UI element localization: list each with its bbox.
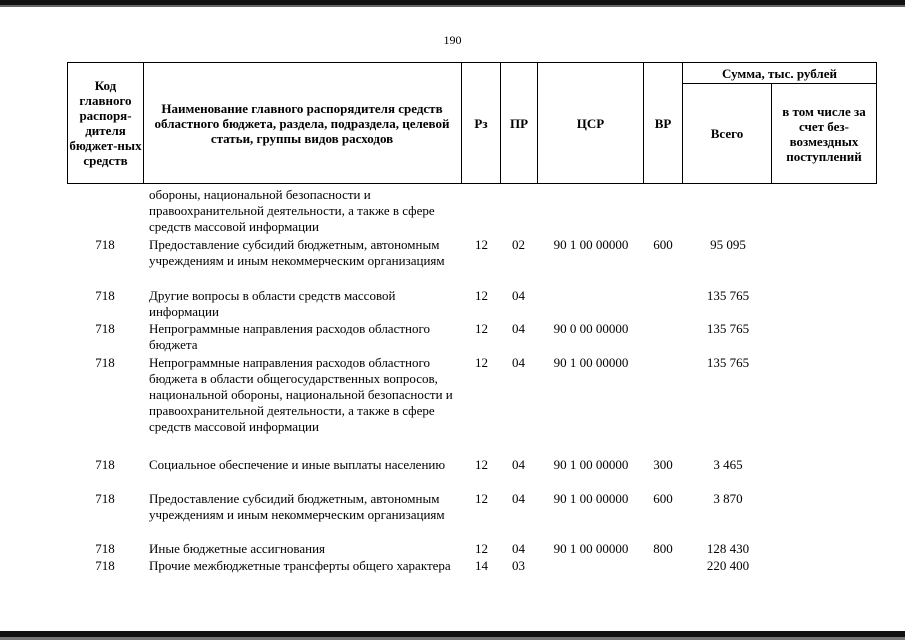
cell-pr: 04: [512, 321, 525, 336]
cell-total: 135 765: [706, 321, 750, 336]
cell-name: Иные бюджетные ассигнования: [149, 541, 326, 556]
cell-total: 128 430: [706, 541, 750, 556]
cell-csr: 90 0 00 00000: [553, 321, 629, 336]
cell-code: 718: [95, 558, 115, 573]
cell-code: 718: [95, 288, 115, 303]
cell-vr: 600: [653, 237, 673, 252]
cell-name: Непрограммные направления расходов областного бюджета: [149, 321, 430, 352]
cell-code: 718: [95, 237, 115, 252]
cell-vr: 300: [653, 457, 673, 472]
header-csr: ЦСР: [576, 115, 605, 131]
cell-csr: 90 1 00 00000: [553, 237, 629, 252]
cell-total: 3 870: [713, 491, 743, 506]
header-code: Код главного распоря-дителя бюджет-ных средств: [69, 78, 142, 168]
header-grants: в том числе за счет без-возмездных поступлений: [782, 103, 866, 164]
cell-csr: 90 1 00 00000: [553, 491, 629, 506]
cell-rz: 12: [475, 321, 488, 336]
cell-vr: 600: [653, 491, 673, 506]
cell-csr: 90 1 00 00000: [553, 457, 629, 472]
header-bottom-line: [67, 183, 877, 184]
header-sum: Сумма, тыс. рублей: [722, 65, 837, 81]
header-vr: ВР: [654, 115, 672, 131]
header-name: Наименование главного распорядителя средств областного бюджета, раздела, подраздела, целевой статьи, группы видов расходов: [154, 100, 450, 146]
cell-rz: 14: [475, 558, 488, 573]
cell-name: обороны, национальной безопасности и правоохранительной деятельности, а также в сфере средств массовой информации: [149, 187, 435, 234]
top-border-shadow: [0, 5, 905, 7]
cell-code: 718: [95, 541, 115, 556]
cell-name: Другие вопросы в области средств массовой информации: [149, 288, 396, 319]
cell-name: Предоставление субсидий бюджетным, автономным учреждениям и иным некоммерческим организациям: [149, 237, 445, 268]
cell-code: 718: [95, 491, 115, 506]
cell-rz: 12: [475, 237, 488, 252]
cell-rz: 12: [475, 541, 488, 556]
col-line: [143, 62, 144, 184]
cell-pr: 04: [512, 541, 525, 556]
cell-total: 135 765: [706, 288, 750, 303]
cell-name: Непрограммные направления расходов областного бюджета в области общегосударственных вопросов, национальной обороны, национальной безопасности и правоохранительной деятельности, а также в сфере средств массовой информации: [149, 355, 453, 434]
cell-vr: 800: [653, 541, 673, 556]
cell-total: 3 465: [713, 457, 743, 472]
cell-rz: 12: [475, 491, 488, 506]
page-number: 190: [443, 33, 462, 47]
cell-rz: 12: [475, 457, 488, 472]
cell-code: 718: [95, 457, 115, 472]
col-line: [876, 62, 877, 184]
cell-rz: 12: [475, 355, 488, 370]
cell-pr: 02: [512, 237, 525, 252]
cell-pr: 04: [512, 491, 525, 506]
cell-code: 718: [95, 355, 115, 370]
cell-code: 718: [95, 321, 115, 336]
header-rz: Рз: [474, 115, 488, 131]
cell-pr: 04: [512, 288, 525, 303]
header-pr: ПР: [509, 115, 529, 131]
cell-pr: 04: [512, 457, 525, 472]
cell-csr: 90 1 00 00000: [553, 541, 629, 556]
cell-name: Социальное обеспечение и иные выплаты населению: [149, 457, 446, 472]
cell-rz: 12: [475, 288, 488, 303]
cell-name: Прочие межбюджетные трансферты общего характера: [149, 558, 451, 573]
cell-pr: 03: [512, 558, 525, 573]
cell-total: 95 095: [710, 237, 746, 252]
cell-name: Предоставление субсидий бюджетным, автономным учреждениям и иным некоммерческим организациям: [149, 491, 445, 522]
cell-csr: 90 1 00 00000: [553, 355, 629, 370]
cell-pr: 04: [512, 355, 525, 370]
cell-total: 135 765: [706, 355, 750, 370]
cell-total: 220 400: [706, 558, 750, 573]
header-total: Всего: [710, 126, 744, 141]
